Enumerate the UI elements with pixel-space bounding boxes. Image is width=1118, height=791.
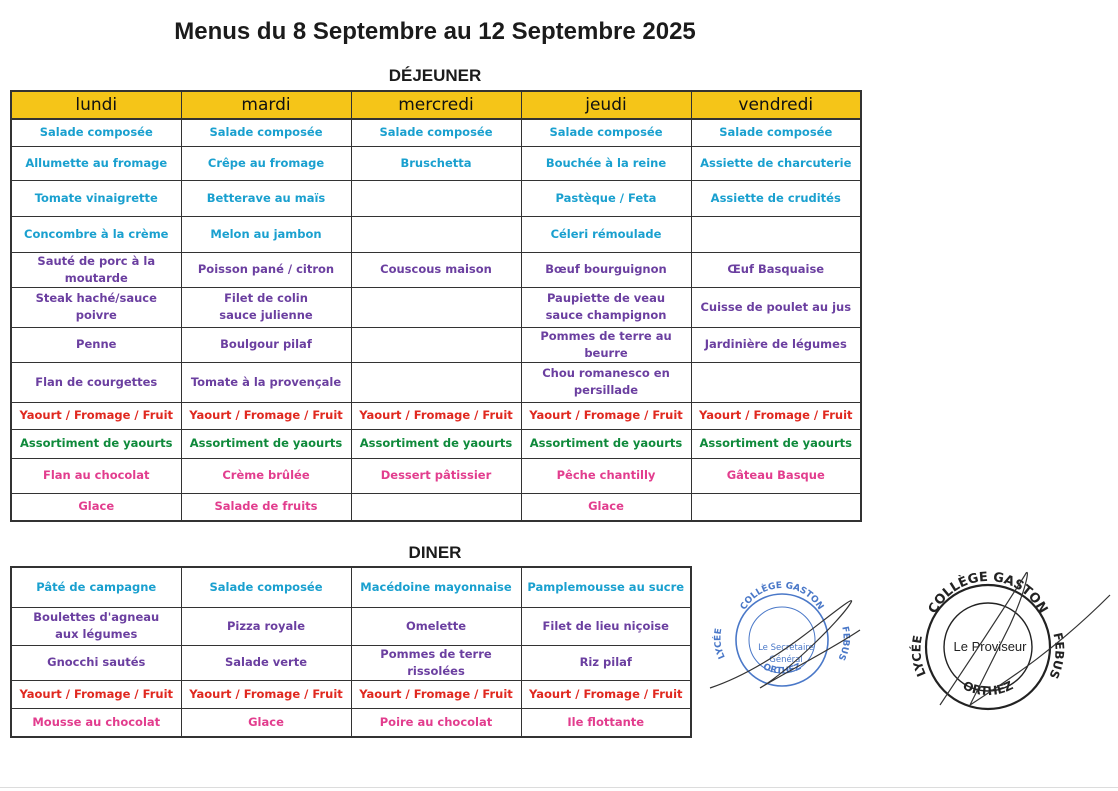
lunch-row [11, 327, 861, 362]
lunch-cell-mercredi: Salade composée [351, 119, 521, 146]
dejeuner-title: DÉJEUNER [388, 66, 482, 85]
lunch-row [11, 287, 861, 327]
lunch-cell-vendredi: Gâteau Basque [691, 458, 861, 493]
lunch-cell-lundi: Assortiment de yaourts [11, 429, 181, 458]
page-bottom-divider [0, 787, 1118, 788]
lunch-cell-mardi: Tomate à la provençale [181, 362, 351, 402]
lunch-cell-vendredi: Assortiment de yaourts [691, 429, 861, 458]
lunch-row [11, 429, 861, 458]
lunch-header-row [11, 91, 861, 119]
lunch-cell-mardi: Boulgour pilaf [181, 327, 351, 362]
lunch-cell-jeudi: Bouchée à la reine [521, 146, 691, 180]
day-header-mardi: mardi [181, 91, 351, 119]
lunch-cell-mardi: Assortiment de yaourts [181, 429, 351, 458]
lunch-cell-vendredi: Œuf Basquaise [691, 252, 861, 287]
lunch-cell-vendredi: Salade composée [691, 119, 861, 146]
lunch-cell-jeudi: Yaourt / Fromage / Fruit [521, 402, 691, 429]
lunch-cell-vendredi: Jardinière de légumes [691, 327, 861, 362]
lunch-cell-lundi: Concombre à la crème [11, 216, 181, 252]
diner-title: DINER [408, 543, 462, 562]
lunch-cell-mardi: Melon au jambon [181, 216, 351, 252]
lunch-cell-lundi: Flan de courgettes [11, 362, 181, 402]
lunch-cell-mercredi [351, 216, 521, 252]
dinner-cell-jeudi: Pamplemousse au sucre [521, 567, 691, 607]
lunch-cell-vendredi [691, 493, 861, 521]
lunch-cell-mercredi: Bruschetta [351, 146, 521, 180]
lunch-cell-lundi: Glace [11, 493, 181, 521]
stamp-right-text: FEBUS [835, 625, 851, 662]
lunch-cell-lundi: Flan au chocolat [11, 458, 181, 493]
dinner-menu-table [10, 566, 692, 738]
principal-stamp-inner-text: Le Proviseur [953, 639, 1027, 654]
lunch-cell-vendredi: Cuisse de poulet au jus [691, 287, 861, 327]
lunch-cell-mercredi: Yaourt / Fromage / Fruit [351, 402, 521, 429]
dinner-cell-jeudi: Filet de lieu niçoise [521, 607, 691, 645]
lunch-cell-jeudi: Pommes de terre au beurre [521, 327, 691, 362]
lunch-cell-mercredi [351, 327, 521, 362]
lunch-cell-jeudi: Assortiment de yaourts [521, 429, 691, 458]
lunch-row [11, 252, 861, 287]
lunch-cell-mercredi [351, 180, 521, 216]
dinner-cell-mardi: Glace [181, 708, 351, 737]
lunch-cell-lundi: Yaourt / Fromage / Fruit [11, 402, 181, 429]
principal-stamp-bottom-text: ORTHEZ [960, 678, 1016, 699]
dinner-row [11, 680, 691, 708]
dinner-row [11, 607, 691, 645]
day-header-mercredi: mercredi [351, 91, 521, 119]
dinner-cell-lundi: Gnocchi sautés [11, 645, 181, 680]
lunch-cell-vendredi [691, 362, 861, 402]
lunch-cell-jeudi: Céleri rémoulade [521, 216, 691, 252]
lunch-cell-vendredi: Assiette de charcuterie [691, 146, 861, 180]
dinner-cell-mardi: Yaourt / Fromage / Fruit [181, 680, 351, 708]
lunch-row [11, 362, 861, 402]
lunch-row [11, 402, 861, 429]
dinner-row [11, 645, 691, 680]
stamp-inner-line1: Le Secrétaire [758, 643, 814, 653]
lunch-row [11, 146, 861, 180]
lunch-cell-mercredi [351, 287, 521, 327]
lunch-cell-mercredi: Assortiment de yaourts [351, 429, 521, 458]
lunch-cell-lundi: Allumette au fromage [11, 146, 181, 180]
dinner-cell-lundi: Pâté de campagne [11, 567, 181, 607]
lunch-cell-vendredi: Yaourt / Fromage / Fruit [691, 402, 861, 429]
dinner-cell-mercredi: Yaourt / Fromage / Fruit [351, 680, 521, 708]
dinner-cell-mercredi: Macédoine mayonnaise [351, 567, 521, 607]
stamp-bottom-text: ORTHEZ [761, 662, 803, 677]
lunch-cell-jeudi: Paupiette de veau sauce champignon [521, 287, 691, 327]
lunch-row [11, 493, 861, 521]
page-title: Menus du 8 Septembre au 12 Septembre 2025 [174, 18, 696, 45]
lunch-cell-jeudi: Bœuf bourguignon [521, 252, 691, 287]
lunch-cell-lundi: Tomate vinaigrette [11, 180, 181, 216]
day-header-lundi: lundi [11, 91, 181, 119]
lunch-cell-vendredi [691, 216, 861, 252]
lunch-cell-jeudi: Salade composée [521, 119, 691, 146]
dinner-cell-mardi: Salade verte [181, 645, 351, 680]
stamp-top-text: COLLÈGE GASTON [738, 580, 826, 612]
lunch-cell-mercredi [351, 362, 521, 402]
dinner-cell-lundi: Yaourt / Fromage / Fruit [11, 680, 181, 708]
day-header-jeudi: jeudi [521, 91, 691, 119]
lunch-cell-mardi: Salade composée [181, 119, 351, 146]
lunch-cell-jeudi: Glace [521, 493, 691, 521]
secretary-stamp [700, 560, 870, 710]
lunch-row [11, 216, 861, 252]
dinner-cell-mercredi: Omelette [351, 607, 521, 645]
lunch-cell-mardi: Betterave au maïs [181, 180, 351, 216]
lunch-cell-lundi: Steak haché/sauce poivre [11, 287, 181, 327]
dinner-row [11, 567, 691, 607]
lunch-row [11, 458, 861, 493]
dinner-cell-jeudi: Riz pilaf [521, 645, 691, 680]
principal-stamp [900, 555, 1118, 715]
lunch-menu-table [10, 90, 862, 522]
lunch-row [11, 119, 861, 146]
stamp-left-text: LYCÉE [713, 627, 728, 661]
lunch-cell-mercredi [351, 493, 521, 521]
lunch-cell-mardi: Poisson pané / citron [181, 252, 351, 287]
lunch-cell-vendredi: Assiette de crudités [691, 180, 861, 216]
day-header-vendredi: vendredi [691, 91, 861, 119]
lunch-cell-mercredi: Couscous maison [351, 252, 521, 287]
lunch-cell-lundi: Penne [11, 327, 181, 362]
lunch-cell-jeudi: Pêche chantilly [521, 458, 691, 493]
lunch-cell-mardi: Crème brûlée [181, 458, 351, 493]
lunch-cell-mardi: Crêpe au fromage [181, 146, 351, 180]
lunch-cell-mercredi: Dessert pâtissier [351, 458, 521, 493]
lunch-cell-jeudi: Pastèque / Feta [521, 180, 691, 216]
dinner-cell-mercredi: Poire au chocolat [351, 708, 521, 737]
dinner-cell-jeudi: Yaourt / Fromage / Fruit [521, 680, 691, 708]
lunch-cell-mardi: Yaourt / Fromage / Fruit [181, 402, 351, 429]
principal-stamp-left-text: LYCÉE [909, 634, 929, 679]
dinner-row [11, 708, 691, 737]
lunch-cell-mardi: Filet de colin sauce julienne [181, 287, 351, 327]
stamp-inner-line2: Général [769, 655, 803, 665]
lunch-cell-jeudi: Chou romanesco en persillade [521, 362, 691, 402]
dinner-cell-mardi: Pizza royale [181, 607, 351, 645]
lunch-row [11, 180, 861, 216]
dinner-cell-lundi: Mousse au chocolat [11, 708, 181, 737]
principal-stamp-right-text: FEBUS [1046, 631, 1067, 681]
dinner-cell-jeudi: Ile flottante [521, 708, 691, 737]
lunch-cell-lundi: Salade composée [11, 119, 181, 146]
principal-stamp-top-text: COLLÈGE GASTON [925, 569, 1051, 617]
dinner-cell-lundi: Boulettes d'agneau aux légumes [11, 607, 181, 645]
dinner-cell-mercredi: Pommes de terre rissolées [351, 645, 521, 680]
dinner-cell-mardi: Salade composée [181, 567, 351, 607]
lunch-cell-mardi: Salade de fruits [181, 493, 351, 521]
lunch-cell-lundi: Sauté de porc à la moutarde [11, 252, 181, 287]
